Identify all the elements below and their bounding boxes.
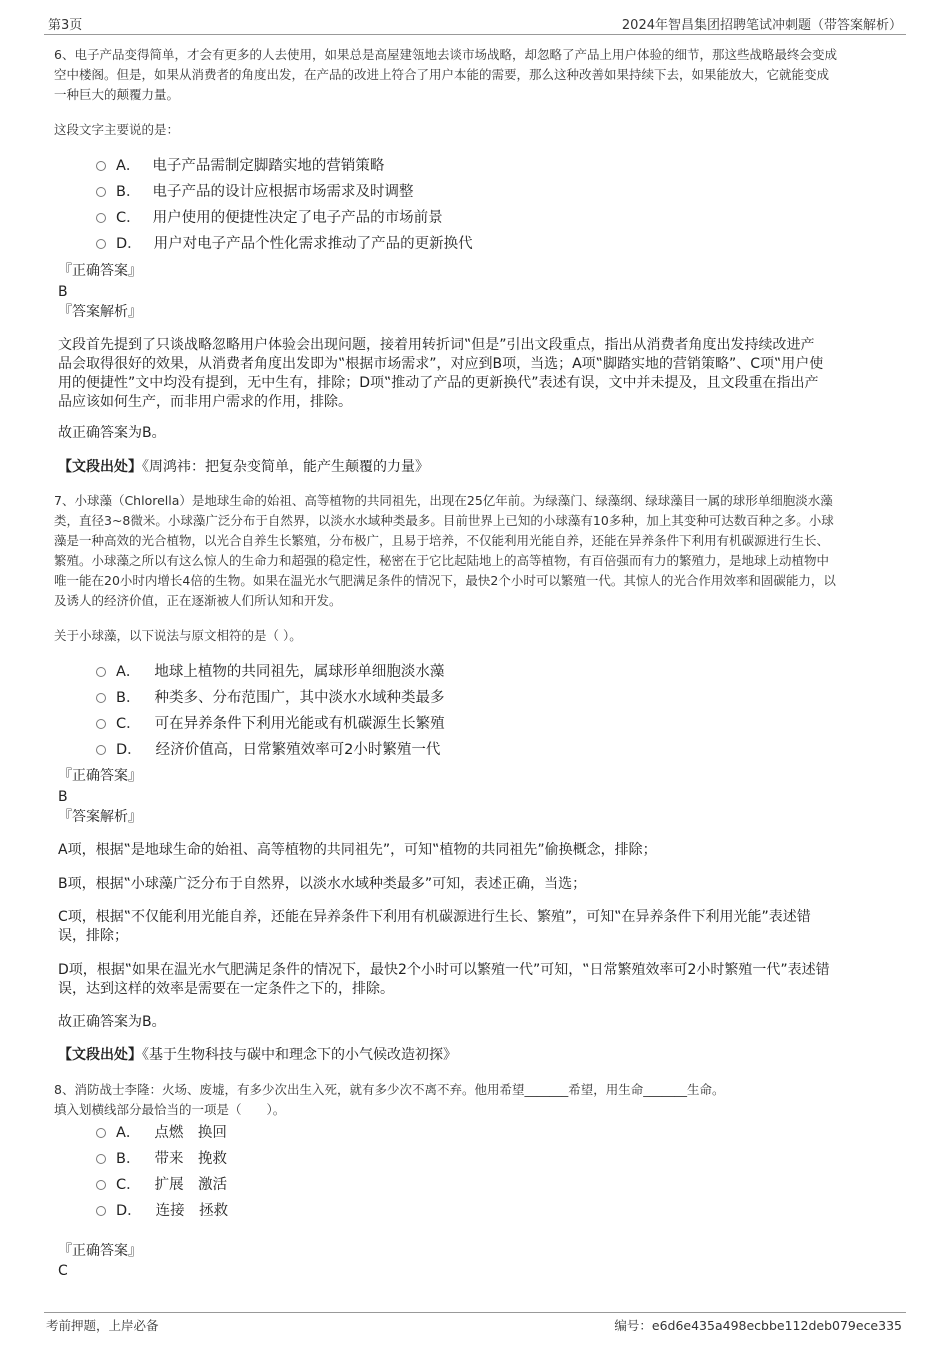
q8-option-c[interactable] — [96, 1175, 227, 1195]
q6-option-b[interactable] — [96, 182, 413, 202]
q8-stem-line: 8、消防战士李隆：火场、废墟，有多少次出生入死，就有多少次不离不弃。他用希望_______希望，用生命_______生命。 — [54, 1082, 725, 1097]
option-text: 连接 拯救 — [155, 1203, 229, 1219]
option-letter: A． — [116, 664, 141, 680]
q8-answer: C — [58, 1263, 68, 1279]
q7-analysis-line: 误，达到这样的效率是需要在一定条件之下的，排除。 — [58, 981, 394, 997]
q7-stem-line: 唯一能在20小时内增长4倍的生物。如果在温光水气肥满足条件的情况下，最快2个小时可以繁殖一代。其惊人的光合作用效率和固碳能力，以 — [54, 573, 836, 588]
radio-button-icon[interactable] — [96, 745, 106, 755]
q6-analysis-line: 品会取得很好的效果，从消费者角度出发即为‟根据市场需求”，对应到B项，当选；A项‟脚踏实地的营销策略”、C项‟用户使 — [58, 356, 824, 372]
q7-answer-label: 『正确答案』 — [58, 768, 142, 784]
q8-option-a[interactable] — [96, 1123, 227, 1143]
q6-answer: B — [58, 284, 68, 300]
option-letter: C． — [116, 716, 141, 732]
q7-question: 关于小球藻，以下说法与原文相符的是（ ）。 — [54, 628, 302, 643]
q7-option-a[interactable] — [96, 662, 444, 682]
q8-stem-line: 填入划横线部分最恰当的一项是（ ）。 — [54, 1102, 286, 1117]
radio-button-icon[interactable] — [96, 213, 106, 223]
radio-button-icon[interactable] — [96, 667, 106, 677]
q6-option-d[interactable] — [96, 234, 473, 254]
option-text: 点燃 换回 — [154, 1125, 227, 1141]
q8-option-b[interactable] — [96, 1149, 227, 1169]
code-label: 编号： — [614, 1318, 652, 1333]
q6-option-c[interactable] — [96, 208, 443, 228]
q7-conclusion: 故正确答案为B。 — [58, 1014, 166, 1030]
q7-analysis-line: B项，根据‟小球藻广泛分布于自然界，以淡水水域种类最多”可知，表述正确，当选； — [58, 876, 587, 892]
option-letter: C． — [116, 1177, 141, 1193]
radio-button-icon[interactable] — [96, 719, 106, 729]
q6-analysis — [58, 336, 898, 412]
q7-analysis-b — [58, 875, 898, 894]
q6-analysis-line: 用的便捷性”文中均没有提到，无中生有，排除；D项‟推动了产品的更新换代”表述有误，文中并未提及，且文段重在指出产 — [58, 375, 819, 391]
source-label: 【文段出处】 — [58, 1047, 142, 1063]
option-text: 可在异养条件下利用光能或有机碳源生长繁殖 — [154, 716, 445, 732]
radio-button-icon[interactable] — [96, 1154, 106, 1164]
q7-analysis-label: 『答案解析』 — [58, 809, 142, 825]
page-footer — [44, 1312, 906, 1335]
option-letter: D． — [116, 236, 142, 252]
option-text: 用户对电子产品个性化需求推动了产品的更新换代 — [153, 236, 473, 252]
q7-option-d[interactable] — [96, 740, 440, 760]
q7-analysis-a — [58, 841, 898, 860]
option-text: 带来 挽救 — [154, 1151, 227, 1167]
q7-stem-line: 类，直径3~8微米。小球藻广泛分布于自然界，以淡水水域种类最多。目前世界上已知的小球藻有10多种，加上其变种可达数百种之多。小球 — [54, 513, 834, 528]
q7-stem — [54, 491, 904, 611]
page-header — [44, 12, 906, 35]
source-title: 《基于生物科技与碳中和理念下的小气候改造初探》 — [142, 1047, 457, 1063]
option-letter: C． — [116, 210, 141, 226]
option-letter: A． — [116, 158, 141, 174]
option-text: 种类多、分布范围广，其中淡水水域种类最多 — [154, 690, 445, 706]
q7-stem-line: 藻是一种高效的光合植物，以光合自养生长繁殖，分布极广，且易于培养，不仅能利用光能自养，还能在异养条件下利用有机碳源进行生长、 — [54, 533, 830, 548]
q6-stem — [54, 45, 904, 105]
q6-stem-line: 一种巨大的颠覆力量。 — [54, 87, 180, 102]
q6-answer-label: 『正确答案』 — [58, 263, 142, 279]
q7-analysis-line: D项，根据‟如果在温光水气肥满足条件的情况下，最快2个小时可以繁殖一代”可知，‟日常繁殖效率可2小时繁殖一代”表述错 — [58, 962, 830, 978]
radio-button-icon[interactable] — [96, 1180, 106, 1190]
source-label: 【文段出处】 — [58, 459, 142, 475]
q8-stem — [54, 1080, 904, 1120]
document-code — [614, 1316, 902, 1334]
q6-stem-line: 6、电子产品变得简单，才会有更多的人去使用，如果总是高屋建瓴地去谈市场战略，却忽略了产品上用户体验的细节，那这些战略最终会变成 — [54, 47, 837, 62]
option-letter: A． — [116, 1125, 141, 1141]
q7-analysis-d — [58, 961, 898, 999]
q7-analysis-line: C项，根据‟不仅能利用光能自养，还能在异养条件下利用有机碳源进行生长、繁殖”，可知‟在异养条件下利用光能”表述错 — [58, 909, 811, 925]
q7-stem-line: 7、小球藻（Chlorella）是地球生命的始祖、高等植物的共同祖先，出现在25亿年前。为绿藻门、绿藻纲、绿球藻目一属的球形单细胞淡水藻 — [54, 493, 833, 508]
q7-analysis-line: 误，排除； — [58, 928, 128, 944]
q6-analysis-line: 品应该如何生产，而非用户需求的作用，排除。 — [58, 394, 352, 410]
page-number: 第3页 — [48, 18, 83, 33]
q8-option-d[interactable] — [96, 1201, 228, 1221]
q6-analysis-label: 『答案解析』 — [58, 304, 142, 320]
q7-source — [58, 1046, 457, 1065]
radio-button-icon[interactable] — [96, 187, 106, 197]
q8-answer-label: 『正确答案』 — [58, 1243, 142, 1259]
option-letter: B． — [116, 184, 141, 200]
q7-answer: B — [58, 789, 68, 805]
q7-stem-line: 繁殖。小球藻之所以有这么惊人的生命力和超强的稳定性，秘密在于它比起陆地上的高等植物，有百倍强而有力的繁殖力，是地球上动植物中 — [54, 553, 830, 568]
q6-stem-line: 空中楼阁。但是，如果从消费者的角度出发，在产品的改进上符合了用户本能的需要，那么这种改善如果持续下去，如果能放大，它就能变成 — [54, 67, 830, 82]
code-value: e6d6e435a498ecbbe112deb079ece335 — [651, 1318, 902, 1333]
footer-slogan: 考前押题，上岸必备 — [46, 1318, 159, 1333]
q7-option-c[interactable] — [96, 714, 445, 734]
option-text: 电子产品的设计应根据市场需求及时调整 — [152, 184, 414, 200]
option-letter: B． — [116, 1151, 141, 1167]
q7-stem-line: 及诱人的经济价值，正在逐渐被人们所认知和开发。 — [54, 593, 342, 608]
document-title: 2024年智昌集团招聘笔试冲刺题（带答案解析） — [621, 18, 902, 33]
radio-button-icon[interactable] — [96, 1128, 106, 1138]
q7-analysis-line: A项，根据‟是地球生命的始祖、高等植物的共同祖先”，可知‟植物的共同祖先”偷换概念，排除； — [58, 842, 657, 858]
q6-source — [58, 458, 429, 477]
radio-button-icon[interactable] — [96, 1206, 106, 1216]
option-text: 地球上植物的共同祖先，属球形单细胞淡水藻 — [154, 664, 445, 680]
q6-option-a[interactable] — [96, 156, 384, 176]
option-letter: D． — [116, 742, 142, 758]
option-letter: D． — [116, 1203, 142, 1219]
option-text: 电子产品需制定脚踏实地的营销策略 — [152, 158, 385, 174]
radio-button-icon[interactable] — [96, 161, 106, 171]
option-text: 扩展 激活 — [154, 1177, 228, 1193]
q7-analysis-c — [58, 908, 898, 946]
q6-conclusion: 故正确答案为B。 — [58, 425, 166, 441]
radio-button-icon[interactable] — [96, 693, 106, 703]
radio-button-icon[interactable] — [96, 239, 106, 249]
source-title: 《周鸿祎：把复杂变简单，能产生颠覆的力量》 — [142, 459, 429, 475]
option-letter: B． — [116, 690, 141, 706]
q6-question: 这段文字主要说的是： — [54, 122, 180, 137]
option-text: 经济价值高，日常繁殖效率可2小时繁殖一代 — [155, 742, 441, 758]
q6-analysis-line: 文段首先提到了只谈战略忽略用户体验会出现问题，接着用转折词‟但是”引出文段重点，指出从消费者角度出发持续改进产 — [58, 337, 815, 353]
option-text: 用户使用的便捷性决定了电子产品的市场前景 — [152, 210, 443, 226]
q7-option-b[interactable] — [96, 688, 444, 708]
